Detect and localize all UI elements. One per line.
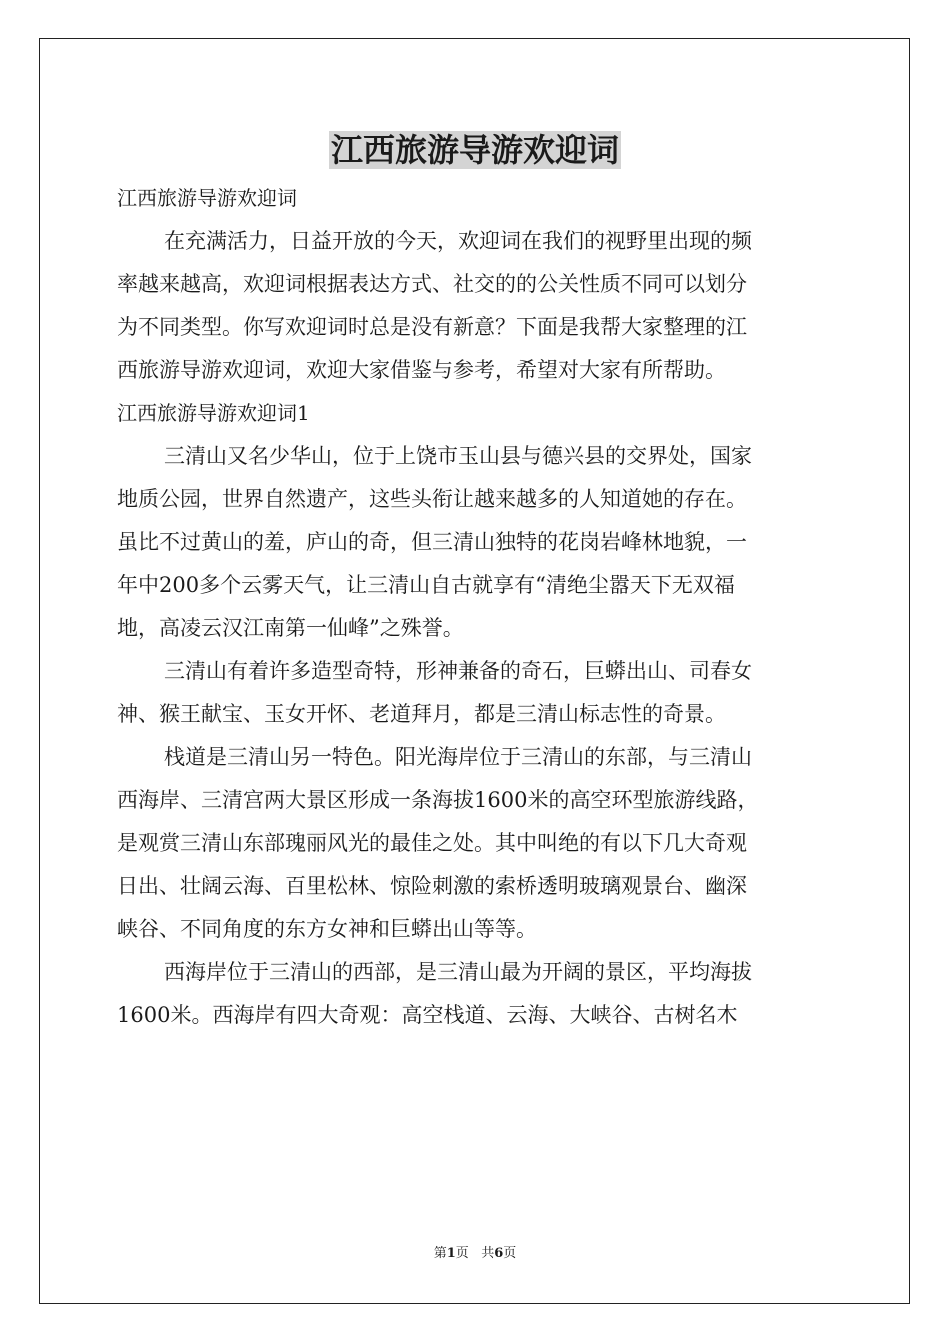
footer-page-suffix: 页 bbox=[503, 1246, 517, 1261]
body-text-line: 在充满活力，日益开放的今天，欢迎词在我们的视野里出现的频 bbox=[164, 229, 752, 253]
section-heading: 江西旅游导游欢迎词1 bbox=[117, 401, 310, 425]
body-text-line: 三清山又名少华山，位于上饶市玉山县与德兴县的交界处，国家 bbox=[164, 444, 752, 468]
document-title bbox=[0, 128, 950, 172]
body-text-line: 峡谷、不同角度的东方女神和巨蟒出山等等。 bbox=[117, 917, 537, 941]
body-text-line: 西海岸位于三清山的西部，是三清山最为开阔的景区，平均海拔 bbox=[164, 960, 752, 984]
body-text-line: 年中200多个云雾天气，让三清山自古就享有“清绝尘嚣天下无双福 bbox=[117, 573, 735, 597]
body-text-line: 地，高凌云汉江南第一仙峰”之殊誉。 bbox=[117, 616, 464, 640]
footer-page-prefix: 第 bbox=[433, 1246, 447, 1261]
document-body bbox=[117, 177, 835, 1037]
footer-page-mid: 页 共 bbox=[455, 1246, 495, 1261]
footer-page-current: 1 bbox=[446, 1246, 456, 1261]
body-text-line: 西旅游导游欢迎词，欢迎大家借鉴与参考，希望对大家有所帮助。 bbox=[117, 358, 726, 382]
body-text-line: 为不同类型。你写欢迎词时总是没有新意？下面是我帮大家整理的江 bbox=[117, 315, 747, 339]
body-text-line: 虽比不过黄山的羞，庐山的奇，但三清山独特的花岗岩峰林地貌，一 bbox=[117, 530, 747, 554]
body-text-line: 率越来越高，欢迎词根据表达方式、社交的的公关性质不同可以划分 bbox=[117, 272, 747, 296]
page-footer bbox=[0, 1245, 950, 1263]
body-text-line: 日出、壮阔云海、百里松林、惊险刺激的索桥透明玻璃观景台、幽深 bbox=[117, 874, 747, 898]
body-text-line: 栈道是三清山另一特色。阳光海岸位于三清山的东部，与三清山 bbox=[164, 745, 752, 769]
body-text-line: 地质公园，世界自然遗产，这些头衔让越来越多的人知道她的存在。 bbox=[117, 487, 747, 511]
section-heading: 江西旅游导游欢迎词 bbox=[117, 186, 297, 210]
body-text-line: 1600米。西海岸有四大奇观：高空栈道、云海、大峡谷、古树名木 bbox=[117, 1003, 738, 1027]
document-title-text: 江西旅游导游欢迎词 bbox=[330, 131, 619, 169]
body-text-line: 三清山有着许多造型奇特，形神兼备的奇石，巨蟒出山、司春女 bbox=[164, 659, 752, 683]
body-text-line: 神、猴王献宝、玉女开怀、老道拜月，都是三清山标志性的奇景。 bbox=[117, 702, 726, 726]
body-text-line: 西海岸、三清宫两大景区形成一条海拔1600米的高空环型旅游线路， bbox=[117, 788, 759, 812]
body-text-line: 是观赏三清山东部瑰丽风光的最佳之处。其中叫绝的有以下几大奇观 bbox=[117, 831, 747, 855]
footer-page-total: 6 bbox=[494, 1246, 504, 1261]
